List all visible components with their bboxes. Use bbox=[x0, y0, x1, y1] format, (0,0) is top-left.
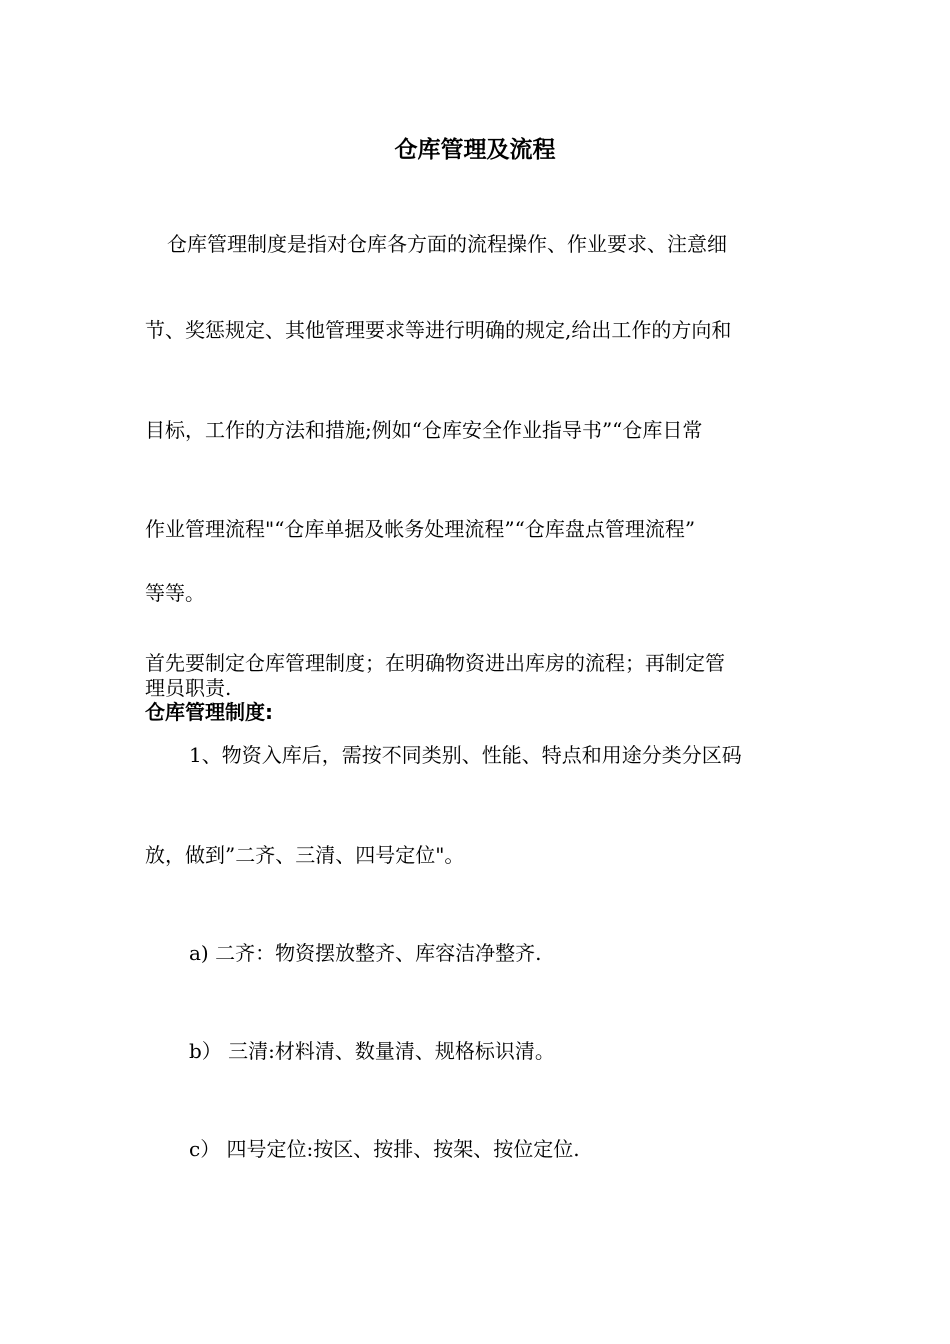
intro-line-3: 目标，工作的方法和措施;例如“仓库安全作业指导书”“仓库日常 bbox=[145, 418, 703, 442]
summary-line-2: 理员职责. bbox=[145, 676, 232, 700]
summary-line-1: 首先要制定仓库管理制度；在明确物资进出库房的流程；再制定管 bbox=[145, 651, 725, 675]
section-heading: 仓库管理制度: bbox=[145, 700, 273, 724]
document-title: 仓库管理及流程 bbox=[394, 136, 556, 163]
intro-line-2: 节、奖惩规定、其他管理要求等进行明确的规定,给出工作的方向和 bbox=[145, 318, 732, 342]
sub-item-c: c） 四号定位:按区、按排、按架、按位定位. bbox=[189, 1137, 580, 1161]
sub-item-b: b） 三清:材料清、数量清、规格标识清。 bbox=[189, 1039, 555, 1063]
rule-1-line-1: 1、物资入库后，需按不同类别、性能、特点和用途分类分区码 bbox=[189, 743, 742, 767]
intro-line-5: 等等。 bbox=[145, 581, 205, 605]
intro-line-1: 仓库管理制度是指对仓库各方面的流程操作、作业要求、注意细 bbox=[167, 232, 727, 256]
sub-item-a: a) 二齐：物资摆放整齐、库容洁净整齐. bbox=[189, 941, 542, 965]
intro-line-4: 作业管理流程"“仓库单据及帐务处理流程”“仓库盘点管理流程” bbox=[145, 517, 696, 541]
rule-1-line-2: 放，做到”二齐、三清、四号定位"。 bbox=[145, 843, 465, 867]
